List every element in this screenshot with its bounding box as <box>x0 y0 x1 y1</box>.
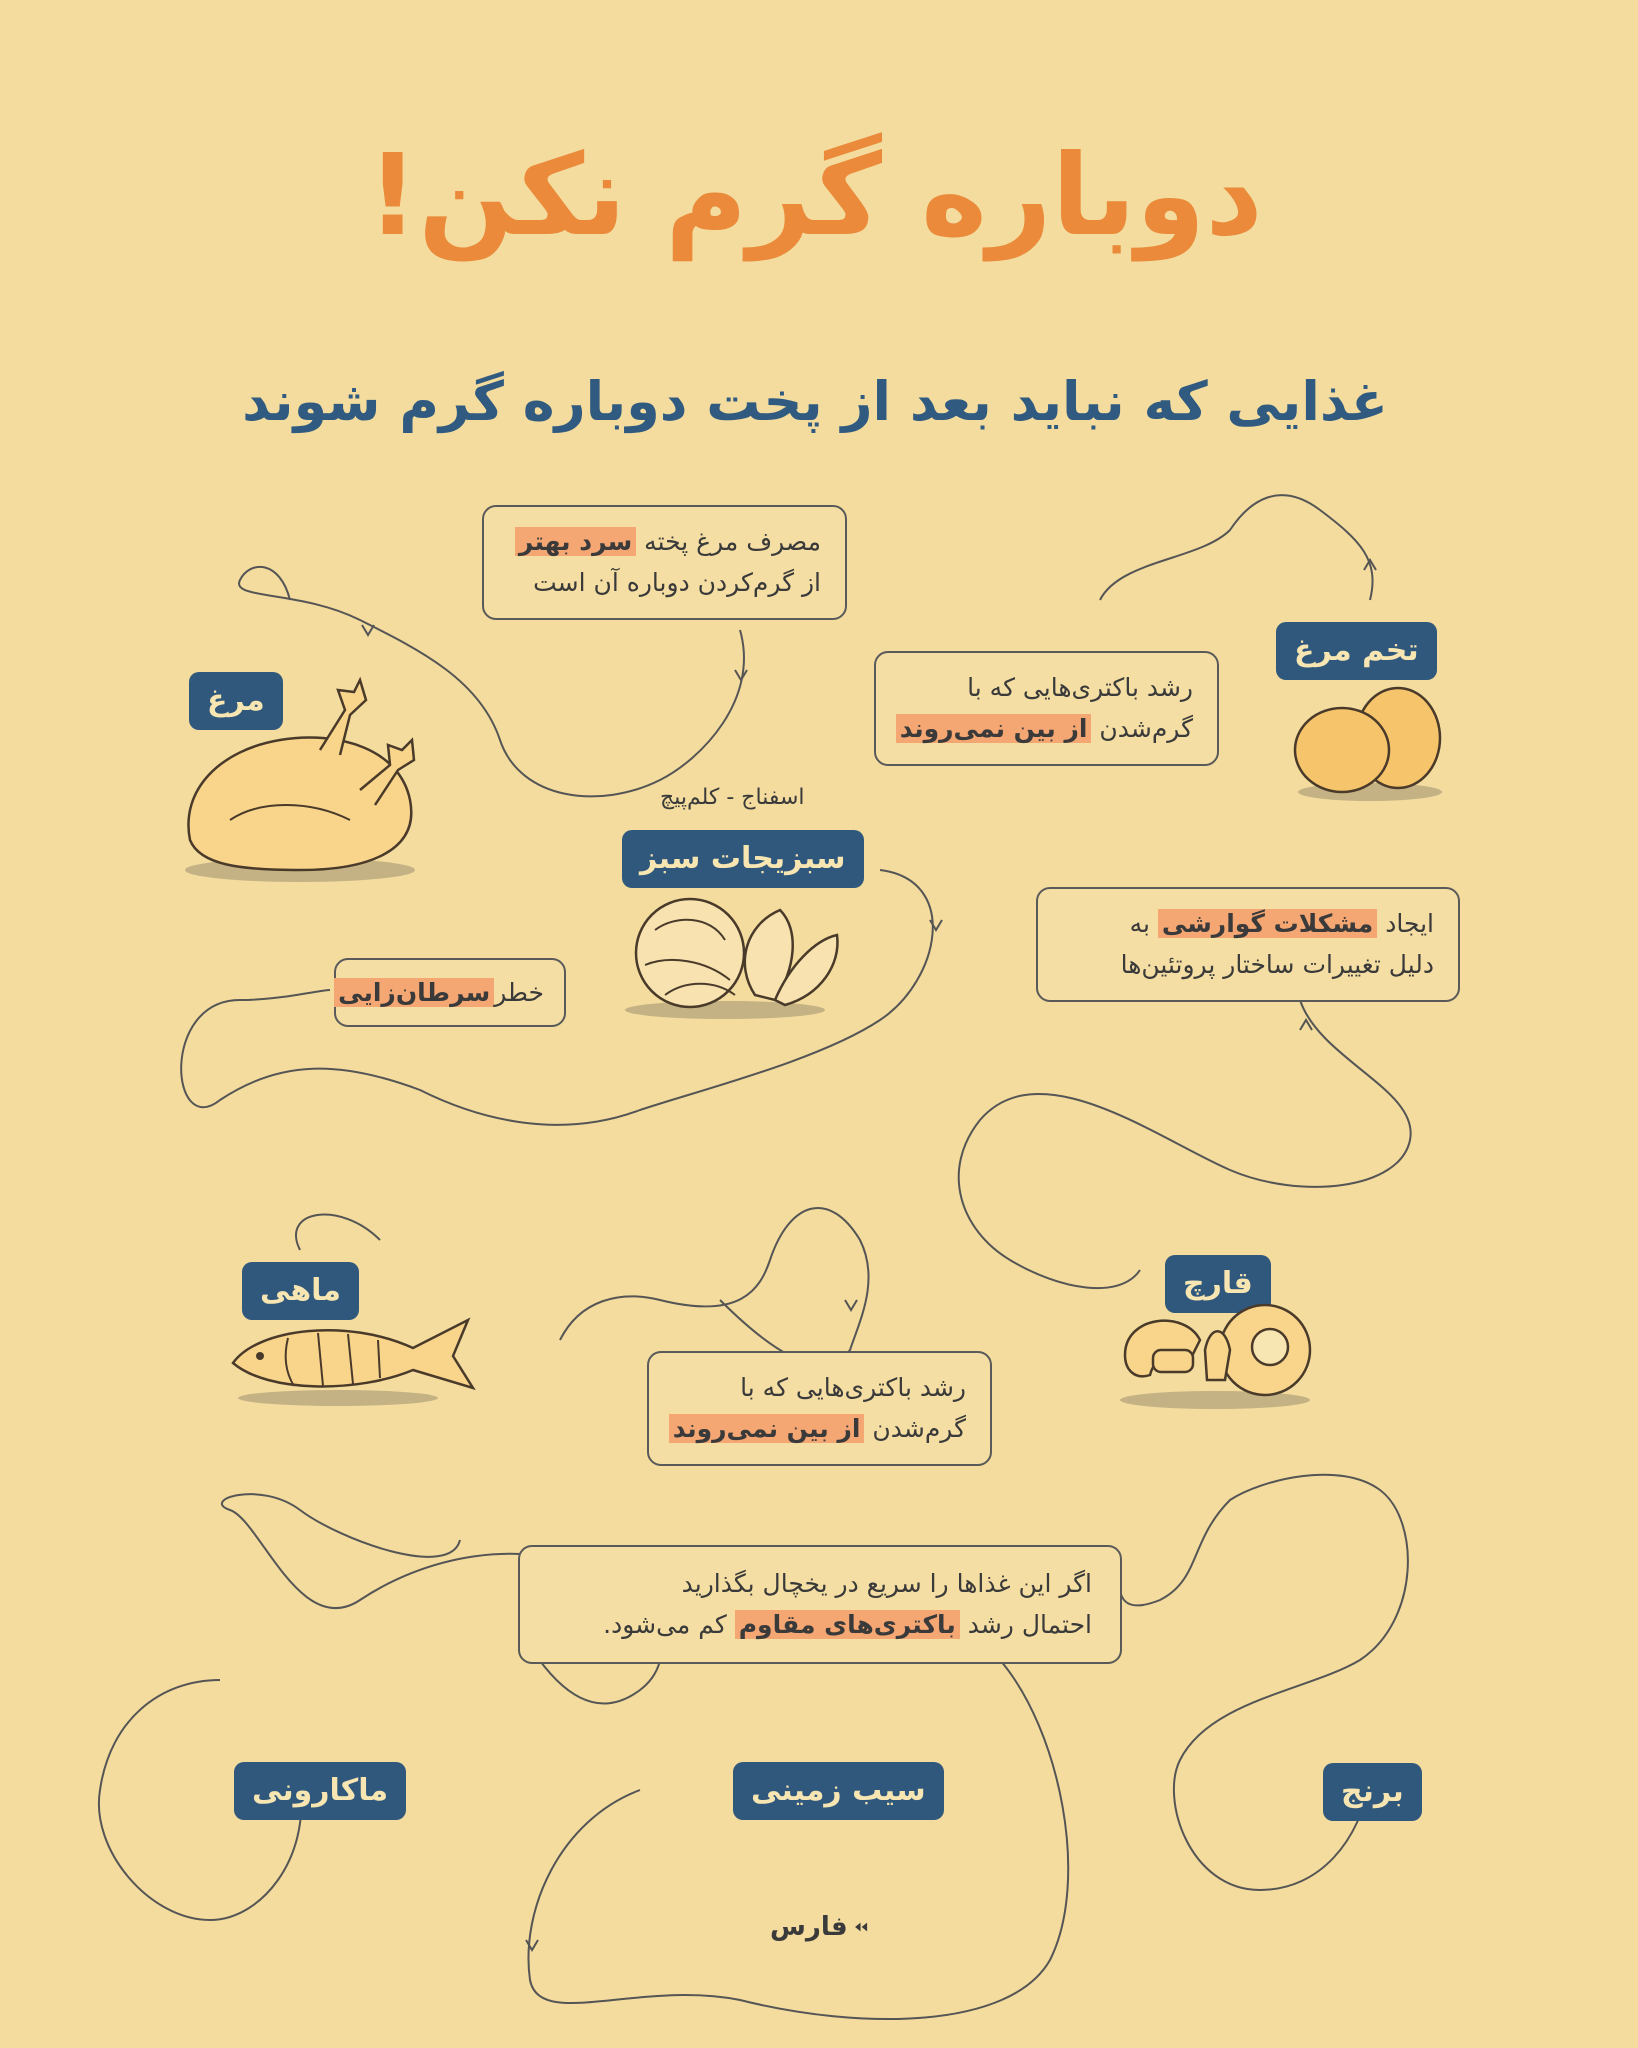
note-mushroom: ایجاد مشکلات گوارشی به دلیل تغییرات ساختار پروتئین‌ها <box>1036 887 1460 1002</box>
tag-rice: برنج <box>1323 1763 1422 1821</box>
fars-logo <box>770 1912 870 1942</box>
path-rice <box>1119 1475 1408 1890</box>
note-starch: اگر این غذاها را سریع در یخچال بگذارید احتمال رشد باکتری‌های مقاوم کم می‌شود. <box>518 1545 1122 1664</box>
path-potato <box>528 1660 1068 2019</box>
eggs-illustration <box>1280 680 1460 805</box>
tag-chicken: مرغ <box>189 672 283 730</box>
path-fish-left <box>296 1215 380 1250</box>
path-egg <box>1100 495 1373 600</box>
tag-greens: سبزیجات سبز <box>622 830 864 888</box>
greens-illustration <box>615 885 845 1020</box>
chicken-illustration <box>170 670 430 885</box>
note-fish: رشد باکتری‌هایی که با گرم‌شدن از بین نمی‌روند <box>647 1351 992 1466</box>
note-chicken: مصرف مرغ پخته سرد بهتر از گرم‌کردن دوباره آن است <box>482 505 847 620</box>
note-greens: خطرسرطان‌زایی <box>334 958 566 1027</box>
tag-egg: تخم مرغ <box>1276 622 1437 680</box>
fish-illustration <box>228 1308 478 1408</box>
tag-potato: سیب زمینی <box>733 1762 944 1820</box>
path-fish <box>560 1208 869 1365</box>
arrow-6 <box>845 1300 857 1310</box>
fars-logo-icon <box>854 1917 870 1937</box>
mushroom-illustration <box>1115 1295 1320 1410</box>
tag-fish: ماهی <box>242 1262 359 1320</box>
path-mushroom <box>959 1000 1411 1288</box>
greens-examples: اسفناج - کلم‌پیچ <box>660 785 805 810</box>
page-subtitle: غذایی که نباید بعد از پخت دوباره گرم شوند <box>242 370 1388 433</box>
tag-pasta: ماکارونی <box>234 1762 406 1820</box>
arrow-2 <box>735 670 747 680</box>
tag-mushroom: قارچ <box>1165 1255 1271 1313</box>
page-title: دوباره گرم نکن! <box>367 131 1263 261</box>
arrow-1 <box>362 625 374 635</box>
fars-logo-text: فارس <box>770 1912 848 1942</box>
note-egg: رشد باکتری‌هایی که با گرم‌شدن از بین نمی‌روند <box>874 651 1219 766</box>
